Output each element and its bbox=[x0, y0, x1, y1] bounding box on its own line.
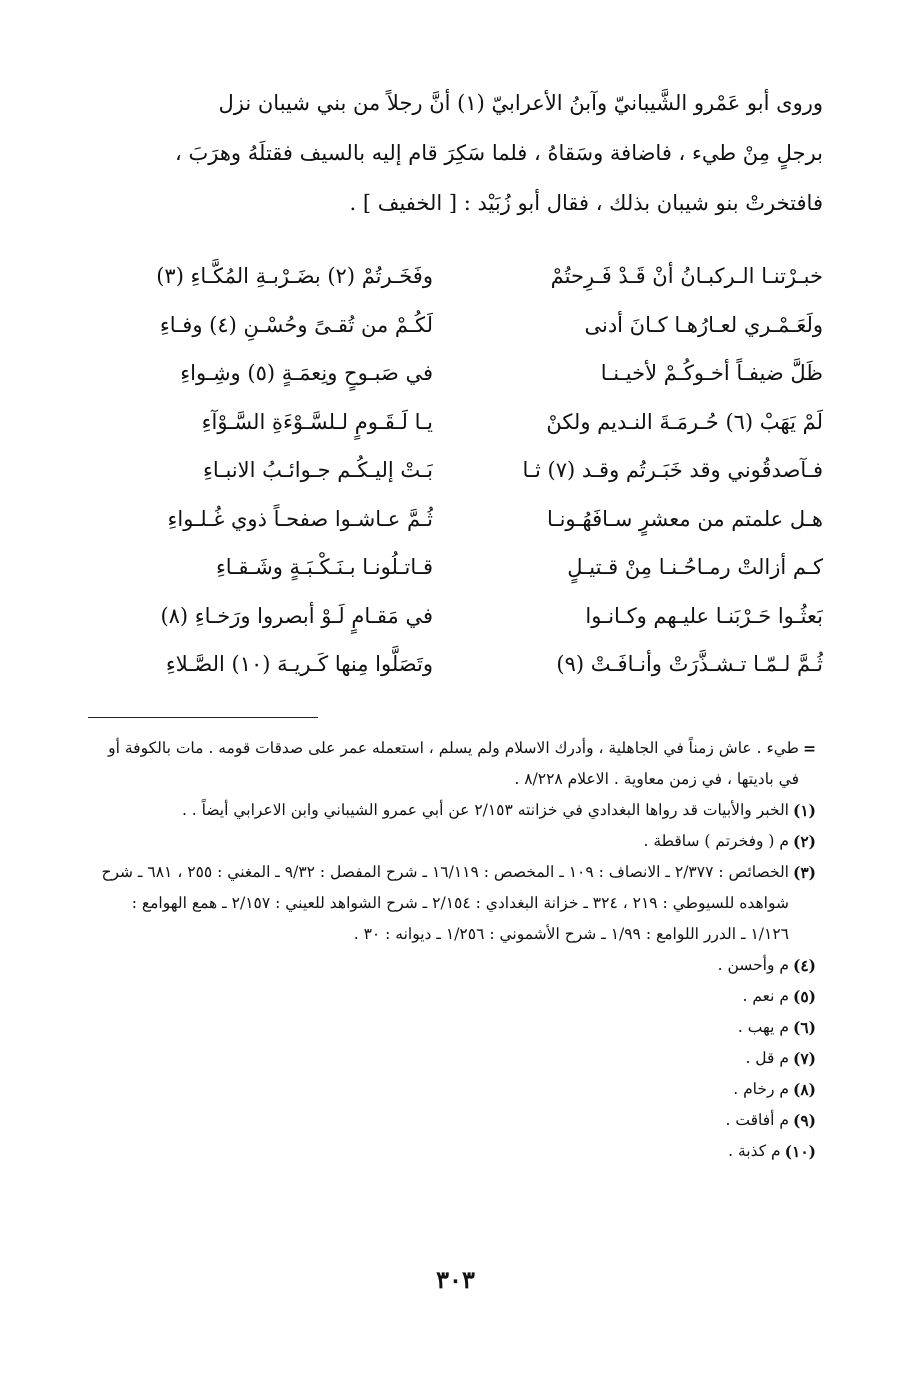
footnote-text: م أفاقت . bbox=[725, 1111, 789, 1129]
verse bbox=[88, 543, 823, 592]
footnote bbox=[91, 1105, 816, 1136]
verse-second-hemistich: وفَخَـرتُمْ (٢) بضَـرْبـةِ المُكَّـاءِ (٣) bbox=[156, 264, 433, 288]
verse bbox=[88, 301, 823, 350]
verse-first-hemistich: هـل علمتم من معشرٍ سـافَهُـونـا bbox=[547, 506, 823, 531]
footnote bbox=[91, 857, 816, 950]
verse-second-hemistich: في صَبـوحٍ ونِعمَـةٍ (٥) وشِـواءِ bbox=[180, 361, 433, 385]
footnote bbox=[91, 795, 816, 826]
verse-second-hemistich: بَـتْ إليـكُـم جـوائـبُ الانبـاءِ bbox=[203, 458, 433, 482]
verse bbox=[88, 446, 823, 495]
verse-first-hemistich: فـآصدقُوني وقد خَبَـرتُم وقـد (٧) ثـا bbox=[522, 458, 823, 482]
footnote bbox=[91, 981, 816, 1012]
verse-first-hemistich: ظَلَّ ضيفـاً أخـوكُـمْ لأخيـنـا bbox=[600, 361, 823, 385]
footnote bbox=[91, 950, 816, 981]
verse-first-hemistich: لَمْ يَهَبْ (٦) حُـرمَـةَ النـديم ولكنْ bbox=[546, 409, 823, 434]
footnote-text: م نعم . bbox=[742, 987, 789, 1005]
footnote-divider bbox=[88, 717, 318, 718]
footnote-text: م قل . bbox=[745, 1049, 789, 1067]
verse-first-hemistich: كـم أزالتْ رمـاحُـنـا مِنْ قـتيـلٍ bbox=[567, 555, 823, 579]
verse bbox=[88, 252, 823, 301]
footnote-marker: (٥) bbox=[792, 987, 816, 1006]
footnote-marker: (٦) bbox=[792, 1018, 816, 1037]
footnote bbox=[91, 826, 816, 857]
footnote-marker: (١٠) bbox=[784, 1142, 816, 1161]
footnotes bbox=[91, 733, 816, 1167]
intro-line: وروى أبو عَمْرو الشَّيبانيّ وآبنُ الأعرابيّ (١) أنَّ رجلاً من بني شيبان نزل bbox=[218, 91, 823, 115]
verse-second-hemistich: لَكُـمْ من تُقـىً وحُسْـنِ (٤) وفـاءِ bbox=[159, 312, 433, 337]
footnote-marker: (٤) bbox=[792, 956, 816, 975]
page-number: ٣٠٣ bbox=[436, 1265, 475, 1294]
footnote bbox=[91, 1043, 816, 1074]
verse-first-hemistich: ثُـمَّ لـمّـا تـشـذَّرَتْ وأنـافَـتْ (٩) bbox=[556, 652, 823, 676]
footnote-text: م يهب . bbox=[737, 1018, 789, 1036]
verse-first-hemistich: ولَعَـمْـري لعـارُهـا كـانَ أدنى bbox=[584, 312, 823, 337]
footnote-marker: (٧) bbox=[792, 1049, 816, 1068]
footnote-text: م ( وفخرتم ) ساقطة . bbox=[643, 832, 789, 850]
verse bbox=[88, 640, 823, 689]
verse-first-hemistich: بَعثُـوا حَـرْبَنـا عليـهم وكـانـوا bbox=[585, 603, 823, 628]
footnote-text: م وأحسن . bbox=[717, 956, 789, 974]
footnote-marker: (٩) bbox=[792, 1111, 816, 1130]
verse bbox=[88, 592, 823, 641]
footnote-text: م كذبة . bbox=[728, 1142, 781, 1160]
footnote-marker: (٢) bbox=[792, 832, 816, 851]
footnote-text: م رخام . bbox=[733, 1080, 789, 1098]
footnote-text: الخصائص : ٢/٣٧٧ ـ الانصاف : ١٠٩ ـ المخصص : ١٦/١١٩ ـ شرح المفصل : ٩/٣٢ ـ المغني : ٢٥٥ ، ٦٨١ ـ شرح شواهده للسيوطي : ٢١٩ ، ٣٢٤ ـ خزانة البغدادي : ٢/١٥٤ ـ شرح الشواهد للعيني : ٢/١٥٧ ـ همع الهوامع : ١/١٢٦ ـ الدرر اللوامع : ١/٩٩ ـ شرح الأشموني : ١/٢٥٦ ـ ديوانه : ٣٠ . bbox=[101, 863, 789, 943]
footnote-marker: (٣) bbox=[792, 863, 816, 882]
verse-second-hemistich: يـا لَـقَـومٍ لـلسَّـوْءَةِ السَّـوْآءِ bbox=[201, 409, 433, 434]
footnote bbox=[91, 1136, 816, 1167]
verse bbox=[88, 349, 823, 398]
footnote bbox=[91, 1074, 816, 1105]
poem bbox=[88, 252, 823, 689]
footnote-text: الخبر والأبيات قد رواها البغدادي في خزانته ٢/١٥٣ عن أبي عمرو الشيباني وابن الاعرابي أيضاً . . bbox=[181, 801, 789, 819]
verse-second-hemistich: ثُـمَّ عـاشـوا صفحـاً ذوي غُـلـواءِ bbox=[167, 506, 433, 531]
verse bbox=[88, 495, 823, 544]
footnote bbox=[91, 1012, 816, 1043]
intro-paragraph bbox=[88, 78, 823, 228]
verse bbox=[88, 398, 823, 447]
footnote bbox=[91, 733, 816, 795]
footnote-text: طيء . عاش زمناً في الجاهلية ، وأدرك الاسلام ولم يسلم ، استعمله عمر على صدقات قومه . مات بالكوفة أو في باديتها ، في زمن معاوية . الاعلام ٨/٢٢٨ . bbox=[108, 739, 799, 788]
footnote-marker: (١) bbox=[792, 801, 816, 820]
verse-second-hemistich: في مَقـامٍ لَـوْ أبصروا ورَخـاءِ (٨) bbox=[160, 603, 433, 628]
intro-line: برجلٍ مِنْ طيء ، فاضافة وسَقاهُ ، فلما سَكِرَ قام إليه بالسيف فقتلَهُ وهرَبَ ، bbox=[175, 141, 823, 165]
verse-second-hemistich: وتَصَلَّوا مِنها كَـريـهَ (١٠) الصَّـلاءِ bbox=[165, 652, 433, 676]
footnote-marker: (٨) bbox=[792, 1080, 816, 1099]
verse-first-hemistich: خبـرْتنـا الـركبـانُ أنْ قَـدْ فَـرِحتُمْ bbox=[550, 264, 823, 288]
intro-line: فافتخرتْ بنو شيبان بذلك ، فقال أبو زُبَيْد : [ الخفيف ] . bbox=[349, 191, 823, 215]
footnote-marker: = bbox=[803, 739, 816, 758]
verse-second-hemistich: قـاتـلُونـا بـنَـكْـبَـةٍ وشَـقـاءِ bbox=[215, 555, 433, 579]
